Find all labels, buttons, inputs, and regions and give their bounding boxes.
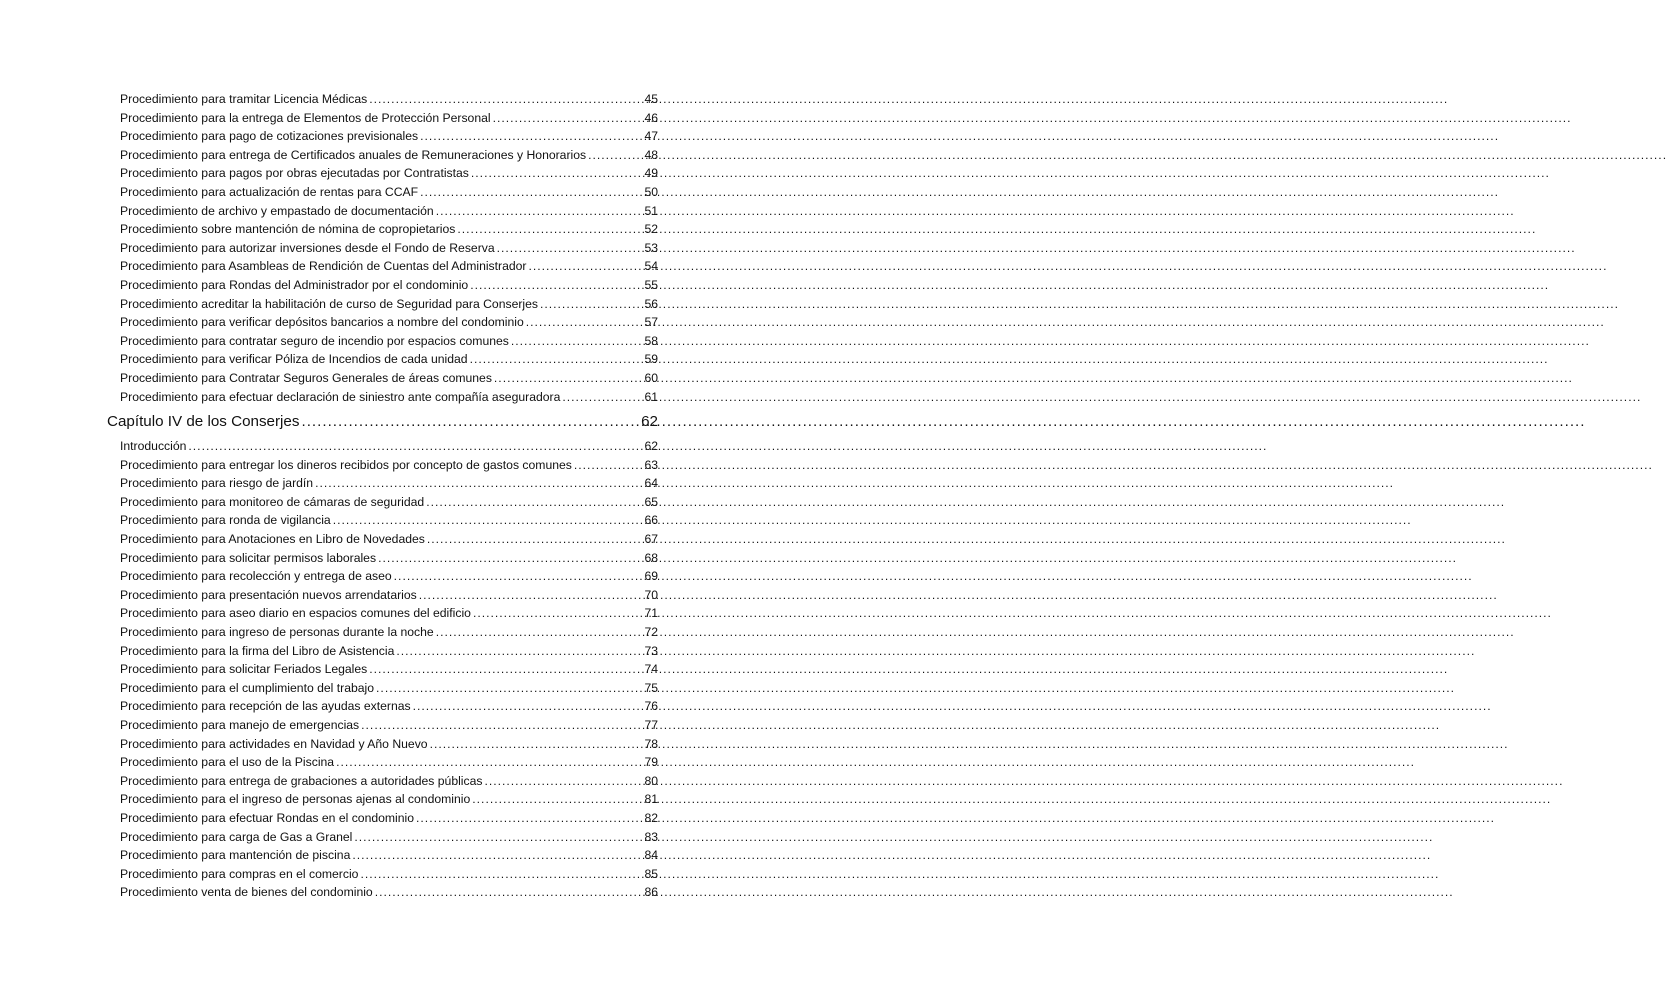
toc-entry-title: Procedimiento para recolección y entrega de aseo [120,569,392,584]
toc-entry[interactable] [120,828,658,847]
toc-entry[interactable] [120,109,658,128]
toc-entry[interactable] [120,146,658,165]
toc-entry-title: Procedimiento para pagos por obras ejecutadas por Contratistas [120,166,469,181]
toc-entry-page: 69 [644,569,658,584]
toc-leader-dots [378,549,642,568]
toc-entry-page: 49 [644,166,658,181]
toc-entry[interactable] [120,350,658,369]
toc-entry[interactable] [120,530,658,549]
toc-entry-page: 60 [644,370,658,385]
toc-entry-title: Procedimiento venta de bienes del condominio [120,885,373,900]
toc-entry-title: Procedimiento para pago de cotizaciones previsionales [120,129,419,144]
toc-entry-title: Procedimiento para Rondas del Administrador por el condominio [120,277,469,292]
toc-leader-dots [470,350,643,369]
toc-entry-title: Procedimiento para actualización de rentas para CCAF [120,184,419,199]
toc-entry-page: 72 [644,625,658,640]
toc-entry-page: 62 [644,439,658,454]
toc-entry[interactable] [120,549,658,568]
toc-entry[interactable] [120,474,658,493]
toc-entry-title: Procedimiento para entrega de grabaciones a autoridades públicas [120,773,483,788]
toc-entry-page: 54 [644,259,658,274]
toc-entry-title: Procedimiento para verificar Póliza de Incendios de cada unidad [120,352,468,367]
toc-entry-page: 78 [644,736,658,751]
toc-leader-dots [470,276,642,295]
toc-leader-dots [315,474,642,493]
toc-entry-page: 84 [644,848,658,863]
toc-leader-dots [436,202,643,221]
toc-entry-title: Procedimiento para mantención de piscina [120,848,351,863]
toc-leader-dots [472,790,642,809]
toc-leader-dots [396,642,642,661]
toc-leader-dots [484,772,642,791]
toc-entry-page: 63 [644,457,658,472]
toc-entry-page: 55 [644,277,658,292]
toc-entry-title: Procedimiento para verificar depósitos bancarios a nombre del condominio [120,315,524,330]
toc-leader-dots [494,369,643,388]
toc-entry[interactable] [120,511,658,530]
toc-entry-page: 74 [644,662,658,677]
toc-entry-page: 47 [644,129,658,144]
toc-entry[interactable] [120,183,658,202]
toc-entry[interactable] [120,623,658,642]
toc-entry-page: 85 [644,866,658,881]
toc-entry-page: 61 [644,389,658,404]
toc-entry[interactable] [120,735,658,754]
toc-chapter-heading[interactable] [107,409,658,435]
toc-section-admin [120,90,658,406]
toc-entry-title: Procedimiento para ronda de vigilancia [120,513,331,528]
toc-entry-page: 53 [644,240,658,255]
toc-entry-title: Procedimiento para Contratar Seguros Generales de áreas comunes [120,370,492,385]
toc-entry-page: 86 [644,885,658,900]
toc-entry[interactable] [120,604,658,623]
toc-entry[interactable] [120,388,658,407]
toc-entry[interactable] [120,369,658,388]
toc-leader-dots [336,753,642,772]
toc-entry-title: Procedimiento para el cumplimiento del trabajo [120,680,375,695]
toc-entry-page: 81 [644,792,658,807]
toc-entry[interactable] [120,90,658,109]
toc-entry-page: 48 [644,147,658,162]
toc-entry-title: Procedimiento para efectuar declaración de siniestro ante compañía aseguradora [120,389,561,404]
toc-entry-page: 59 [644,352,658,367]
toc-entry-page: 73 [644,643,658,658]
toc-entry-page: 77 [644,718,658,732]
toc-entry-title: Procedimiento para entrega de Certificados anuales de Remuneraciones y Honorarios [120,147,587,162]
toc-entry-page: 83 [644,829,658,844]
toc-entry-page: 51 [644,203,658,218]
toc-entry[interactable] [120,313,658,332]
toc-entry[interactable] [120,493,658,512]
toc-entry[interactable] [120,257,658,276]
toc-entry-page: 57 [644,315,658,330]
toc-entry[interactable] [120,865,658,884]
toc-entry-page: 65 [644,494,658,509]
toc-leader-dots [420,127,642,146]
toc-leader-dots [420,183,642,202]
toc-entry[interactable] [120,772,658,791]
toc-entry[interactable] [120,642,658,661]
toc-entry-page: 52 [644,222,658,237]
toc-entry-title: Procedimiento para actividades en Navidad y Año Nuevo [120,736,428,751]
toc-leader-dots [361,716,642,735]
toc-entry-page: 75 [644,680,658,695]
toc-entry-title: Procedimiento para la firma del Libro de Asistencia [120,643,395,658]
toc-leader-dots [376,679,642,698]
toc-entry-page: 70 [644,587,658,602]
toc-leader-dots [562,388,642,407]
toc-entry-title: Procedimiento para el ingreso de personas ajenas al condominio [120,792,471,807]
toc-entry-page: 56 [644,296,658,311]
toc-leader-dots [457,220,642,239]
toc-entry[interactable] [120,164,658,183]
toc-chapter-title: Capítulo IV de los Conserjes [107,413,300,431]
toc-entry-page: 58 [644,333,658,348]
toc-entry[interactable] [120,239,658,258]
toc-entry[interactable] [120,202,658,221]
toc-leader-dots [473,604,643,623]
toc-entry[interactable] [120,437,658,456]
toc-entry[interactable] [120,220,658,239]
toc-entry-title: Procedimiento para riesgo de jardín [120,476,314,491]
toc-entry[interactable] [120,567,658,586]
toc-leader-dots [430,735,643,754]
toc-leader-dots [419,586,643,605]
toc-entry-title: Procedimiento para presentación nuevos arrendatarios [120,587,417,602]
toc-leader-dots [497,239,643,258]
toc-entry-title: Procedimiento para ingreso de personas durante la noche [120,625,434,640]
toc-entry[interactable] [120,295,658,314]
toc-leader-dots [511,332,643,351]
toc-entry-title: Procedimiento para efectuar Rondas en el condominio [120,810,415,825]
toc-entry[interactable] [120,679,658,698]
toc-entry[interactable] [120,790,658,809]
toc-entry[interactable] [120,716,658,735]
toc-entry-title: Procedimiento para el uso de la Piscina [120,755,335,770]
toc-leader-dots [375,883,643,902]
toc-leader-dots [574,456,643,475]
toc-section-conserjes [120,437,658,902]
toc-leader-dots [427,530,643,549]
toc-entry[interactable] [120,753,658,772]
toc-entry-title: Procedimiento para carga de Gas a Granel [120,829,353,844]
toc-entry-title: Procedimiento de archivo y empastado de documentación [120,203,434,218]
toc-entry-page: 45 [644,92,658,106]
toc-leader-dots [301,409,639,435]
toc-entry[interactable] [120,883,658,902]
toc-leader-dots [369,660,642,679]
toc-entry[interactable] [120,697,658,716]
toc-leader-dots [354,828,642,847]
toc-entry[interactable] [120,660,658,679]
toc-leader-dots [188,437,642,456]
toc-leader-dots [526,313,643,332]
toc-leader-dots [493,109,643,128]
toc-leader-dots [528,257,642,276]
toc-leader-dots [360,865,642,884]
toc-entry-title: Procedimiento acreditar la habilitación de curso de Seguridad para Conserjes [120,296,538,311]
toc-entry-title: Procedimiento sobre mantención de nómina de copropietarios [120,222,456,237]
toc-entry-title: Procedimiento para entregar los dineros recibidos por concepto de gastos comunes [120,457,572,472]
toc-leader-dots [333,511,643,530]
toc-entry-title: Procedimiento para la entrega de Elementos de Protección Personal [120,110,491,125]
toc-entry-title: Procedimiento para aseo diario en espacios comunes del edificio [120,606,471,621]
toc-entry-title: Procedimiento para monitoreo de cámaras de seguridad [120,494,425,509]
toc-entry-page: 68 [644,550,658,565]
toc-entry-page: 82 [644,810,658,825]
toc-entry-page: 46 [644,110,658,125]
toc-leader-dots [352,846,642,865]
toc-leader-dots [416,809,642,828]
toc-leader-dots [369,90,642,109]
toc-entry-title: Procedimiento para manejo de emergencias [120,718,360,732]
toc-entry-title: Procedimiento para solicitar Feriados Legales [120,662,368,677]
toc-entry-title: Procedimiento para recepción de las ayudas externas [120,699,411,714]
toc-entry-page: 66 [644,513,658,528]
toc-entry[interactable] [120,276,658,295]
toc-leader-dots [394,567,643,586]
toc-entry-title: Procedimiento para autorizar inversiones desde el Fondo de Reserva [120,240,495,255]
toc-entry-title: Procedimiento para compras en el comercio [120,866,359,881]
toc-leader-dots [540,295,642,314]
toc-entry-title: Procedimiento para solicitar permisos laborales [120,550,377,565]
toc-entry-page: 80 [644,773,658,788]
toc-entry-title: Procedimiento para Asambleas de Rendición de Cuentas del Administrador [120,259,527,274]
toc-leader-dots [413,697,643,716]
table-of-contents [107,90,658,902]
toc-entry-page: 64 [644,476,658,491]
toc-leader-dots [436,623,643,642]
toc-entry-title: Procedimiento para contratar seguro de incendio por espacios comunes [120,333,509,348]
toc-entry[interactable] [120,456,658,475]
toc-entry-page: 50 [644,184,658,199]
toc-leader-dots [426,493,642,512]
toc-entry-page: 76 [644,699,658,714]
toc-entry-page: 67 [644,532,658,547]
toc-entry-title: Procedimiento para Anotaciones en Libro de Novedades [120,532,425,547]
toc-entry-title: Introducción [120,439,187,454]
toc-entry[interactable] [120,809,658,828]
toc-entry-page: 71 [644,606,658,621]
toc-entry[interactable] [120,846,658,865]
toc-entry[interactable] [120,127,658,146]
toc-entry[interactable] [120,332,658,351]
toc-leader-dots [471,164,643,183]
toc-chapter-page: 62 [641,413,658,431]
toc-entry[interactable] [120,586,658,605]
toc-leader-dots [588,146,642,165]
toc-entry-page: 79 [644,755,658,770]
toc-entry-title: Procedimiento para tramitar Licencia Médicas [120,92,368,106]
